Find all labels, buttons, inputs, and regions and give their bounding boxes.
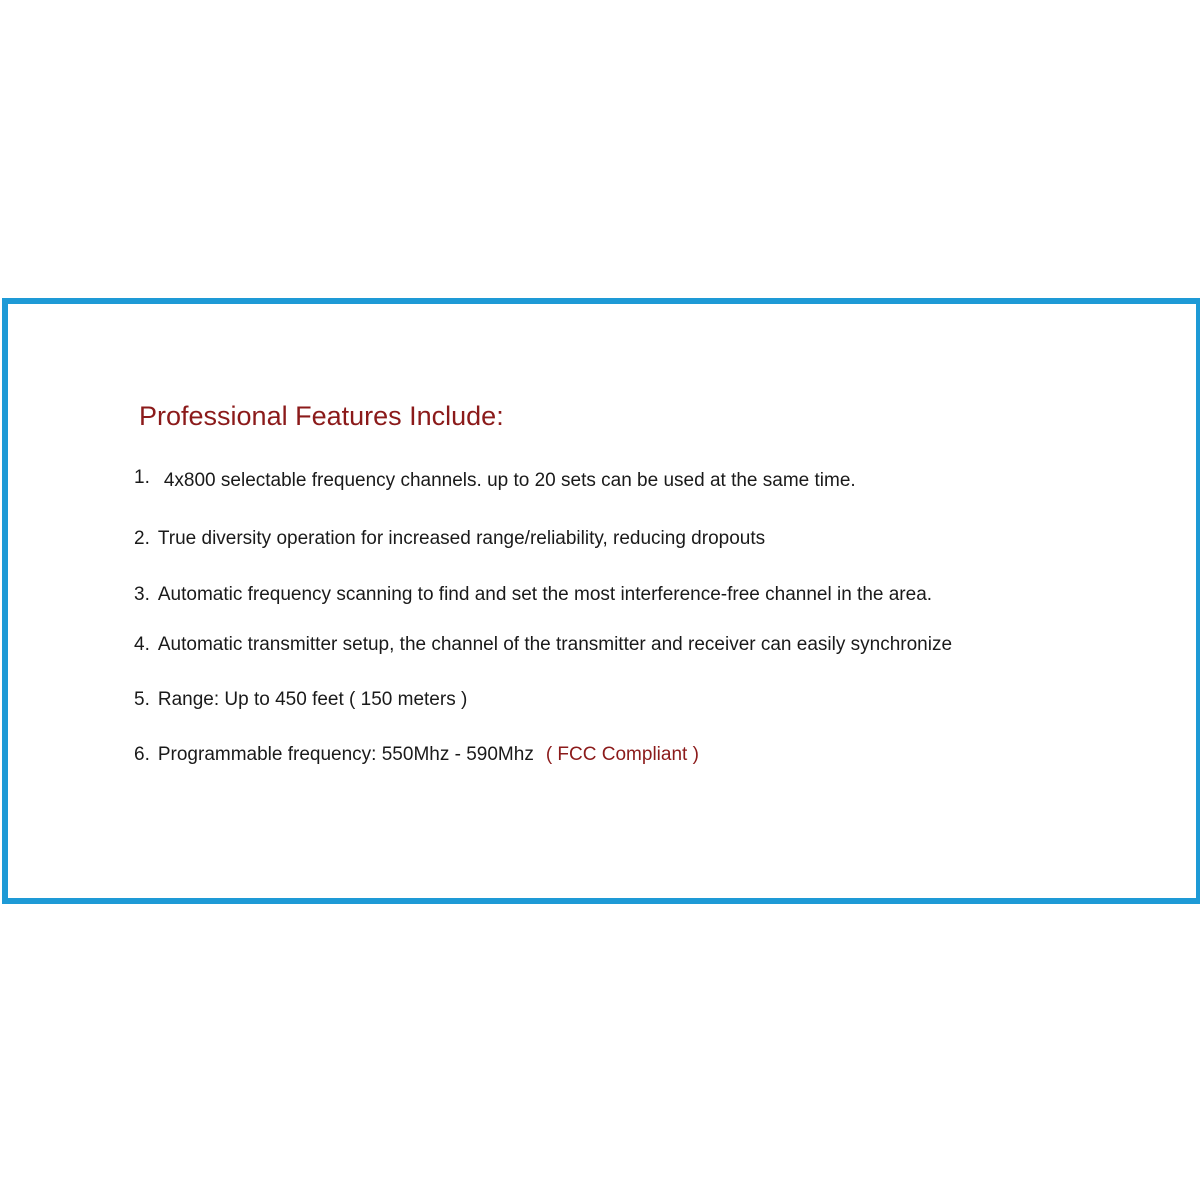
fcc-compliant-note: ( FCC Compliant ) (545, 744, 699, 765)
feature-item-3 (134, 584, 932, 606)
feature-text: 4x800 selectable frequency channels. up to 20 sets can be used at the same time. (163, 470, 856, 491)
feature-text: True diversity operation for increased range/reliability, reducing dropouts (157, 528, 766, 549)
feature-text: Programmable frequency: 550Mhz - 590Mhz (157, 744, 534, 765)
features-panel (2, 298, 1200, 904)
feature-item-1 (134, 467, 856, 492)
features-heading: Professional Features Include: (139, 401, 504, 431)
feature-item-5 (134, 689, 467, 711)
feature-number: 4. (134, 634, 150, 655)
feature-item-4 (134, 634, 952, 656)
feature-number: 6. (134, 744, 150, 765)
feature-number: 1. (134, 467, 150, 488)
feature-item-2 (134, 528, 765, 550)
feature-number: 2. (134, 528, 150, 549)
feature-item-6 (134, 744, 699, 766)
feature-text: Automatic transmitter setup, the channel of the transmitter and receiver can easily synchronize (157, 634, 953, 655)
feature-text: Automatic frequency scanning to find and set the most interference-free channel in the area. (157, 584, 933, 605)
feature-text: Range: Up to 450 feet ( 150 meters ) (157, 689, 468, 710)
feature-number: 5. (134, 689, 150, 710)
feature-number: 3. (134, 584, 150, 605)
